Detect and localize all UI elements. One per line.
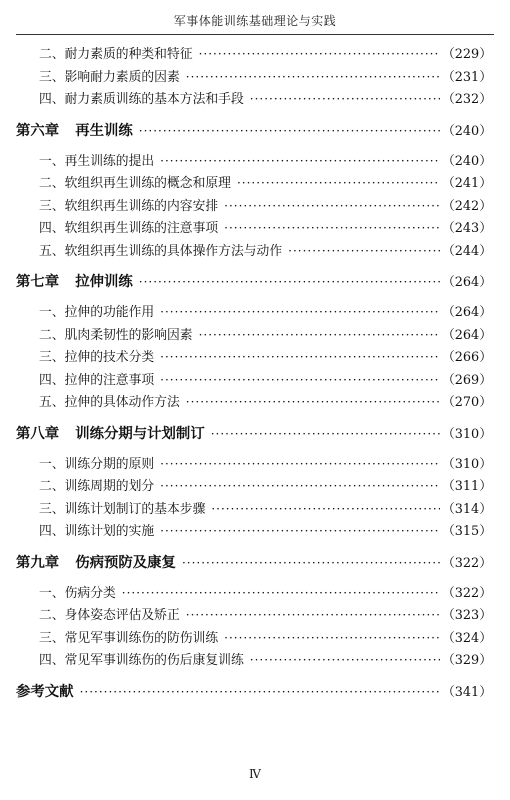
running-header: 军事体能训练基础理论与实践: [173, 14, 337, 28]
toc-page-number: （324）: [441, 630, 492, 646]
toc-section-row[interactable]: [16, 369, 492, 392]
chapter-number: 第八章: [16, 424, 60, 442]
chapter-number: 第六章: [16, 121, 60, 139]
dot-leader: [224, 627, 440, 650]
toc-section-title: 一、伤病分类: [39, 585, 116, 601]
dot-leader: [211, 415, 440, 454]
toc-section-title: 三、影响耐力素质的因素: [39, 69, 180, 85]
toc-page-number: （322）: [441, 585, 492, 601]
dot-leader: [160, 150, 440, 173]
toc-section-title: 二、软组织再生训练的概念和原理: [39, 176, 231, 191]
toc-page-number: （341）: [441, 684, 492, 700]
toc-page-number: （310）: [441, 426, 492, 442]
toc-section-title: 三、常见军事训练伤的防伤训练: [39, 630, 219, 646]
toc-section-title: 三、拉伸的技术分类: [39, 350, 155, 365]
toc-page-number: （310）: [441, 456, 492, 472]
toc-section-row[interactable]: [16, 627, 492, 650]
toc-chapter-row-9[interactable]: [16, 543, 492, 582]
toc-page-number: （329）: [441, 653, 492, 668]
toc-chapter-row-7[interactable]: [16, 262, 492, 301]
toc-section-row[interactable]: [16, 240, 492, 263]
toc-section-row[interactable]: [16, 604, 492, 627]
toc-section-row[interactable]: [16, 195, 492, 218]
toc-section-row[interactable]: [16, 217, 492, 240]
toc-references-row[interactable]: [16, 672, 492, 712]
toc-page-number: （266）: [441, 350, 492, 365]
dot-leader: [186, 604, 440, 627]
toc-page-number: （232）: [441, 92, 492, 107]
toc-section-row[interactable]: [16, 453, 492, 476]
toc-section-title: 四、软组织再生训练的注意事项: [39, 221, 219, 236]
toc-section-title: 四、拉伸的注意事项: [39, 372, 155, 388]
toc-page-number: （264）: [441, 275, 492, 290]
toc-page-number: （240）: [441, 153, 492, 169]
dot-leader: [182, 544, 440, 583]
dot-leader: [160, 520, 440, 543]
toc-page-number: （323）: [441, 608, 492, 623]
toc-section-title: 五、拉伸的具体动作方法: [39, 395, 180, 410]
dot-leader: [186, 391, 440, 414]
toc-page-number: （264）: [441, 305, 492, 320]
toc-page-number: （231）: [441, 69, 492, 85]
toc-chapter-row-8[interactable]: [16, 414, 492, 453]
toc-section-title: 二、身体姿态评估及矫正: [39, 608, 180, 623]
toc-section-row[interactable]: [16, 475, 492, 498]
dot-leader: [160, 301, 440, 324]
dot-leader: [199, 324, 440, 347]
toc-section-row[interactable]: [16, 88, 492, 111]
toc-page-number: （264）: [441, 327, 492, 343]
toc-page-number: （322）: [441, 555, 492, 571]
dot-leader: [186, 66, 440, 89]
toc-section-row[interactable]: [16, 301, 492, 324]
toc-section-row[interactable]: [16, 66, 492, 89]
chapter-number: 第七章: [16, 273, 60, 290]
page-number: Ⅳ: [249, 767, 261, 781]
toc-section-row[interactable]: [16, 498, 492, 521]
toc-page-number: （229）: [441, 47, 492, 62]
toc-section-row[interactable]: [16, 391, 492, 414]
toc-section-row[interactable]: [16, 150, 492, 173]
toc-section-row[interactable]: [16, 520, 492, 543]
toc-section-title: 三、软组织再生训练的内容安排: [39, 198, 219, 214]
toc-section-title: 四、常见军事训练伤的伤后康复训练: [39, 653, 244, 668]
toc-section-row[interactable]: [16, 43, 492, 66]
chapter-title: 伤病预防及康复: [75, 553, 176, 571]
dot-leader: [160, 475, 440, 498]
toc-section-row[interactable]: [16, 172, 492, 195]
dot-leader: [224, 217, 440, 240]
toc-section-title: 二、训练周期的划分: [39, 479, 155, 494]
dot-leader: [237, 172, 440, 195]
toc-page-number: （270）: [441, 395, 492, 410]
toc-section-row[interactable]: [16, 582, 492, 605]
table-of-contents: [16, 43, 492, 712]
toc-section-row[interactable]: [16, 324, 492, 347]
toc-section-row[interactable]: [16, 649, 492, 672]
toc-section-title: 四、训练计划的实施: [39, 524, 155, 539]
toc-section-title: 三、训练计划制订的基本步骤: [39, 501, 206, 517]
toc-page-number: （241）: [441, 176, 492, 191]
toc-section-title: 二、肌肉柔韧性的影响因素: [39, 327, 193, 343]
toc-section-title: 一、拉伸的功能作用: [39, 305, 155, 320]
dot-leader: [250, 649, 440, 672]
toc-page-number: （315）: [441, 524, 492, 539]
chapter-number: 第九章: [16, 553, 60, 571]
dot-leader: [250, 88, 440, 111]
toc-page-number: （242）: [441, 198, 492, 214]
dot-leader: [80, 672, 440, 712]
chapter-title: 拉伸训练: [75, 273, 133, 290]
dot-leader: [160, 346, 440, 369]
dot-leader: [139, 112, 440, 151]
references-title: 参考文献: [16, 682, 74, 700]
toc-section-title: 二、耐力素质的种类和特征: [39, 47, 193, 62]
toc-chapter-row-6[interactable]: [16, 111, 492, 150]
dot-leader: [139, 263, 440, 302]
toc-page-number: （269）: [441, 372, 492, 388]
dot-leader: [160, 369, 440, 392]
dot-leader: [199, 43, 440, 66]
dot-leader: [160, 453, 440, 476]
dot-leader: [224, 195, 440, 218]
toc-section-title: 一、再生训练的提出: [39, 153, 155, 169]
toc-section-row[interactable]: [16, 346, 492, 369]
toc-page-number: （243）: [441, 221, 492, 236]
chapter-title: 再生训练: [75, 121, 133, 139]
header-rule: [16, 34, 494, 35]
toc-section-title: 四、耐力素质训练的基本方法和手段: [39, 92, 244, 107]
dot-leader: [122, 582, 440, 605]
toc-page-number: （311）: [441, 479, 492, 494]
dot-leader: [288, 240, 440, 263]
toc-section-title: 一、训练分期的原则: [39, 456, 155, 472]
toc-page-number: （314）: [441, 501, 492, 517]
toc-page-number: （240）: [441, 123, 492, 139]
chapter-title: 训练分期与计划制订: [75, 424, 205, 442]
toc-section-title: 五、软组织再生训练的具体操作方法与动作: [39, 243, 283, 259]
toc-page-number: （244）: [441, 243, 492, 259]
dot-leader: [211, 498, 440, 521]
